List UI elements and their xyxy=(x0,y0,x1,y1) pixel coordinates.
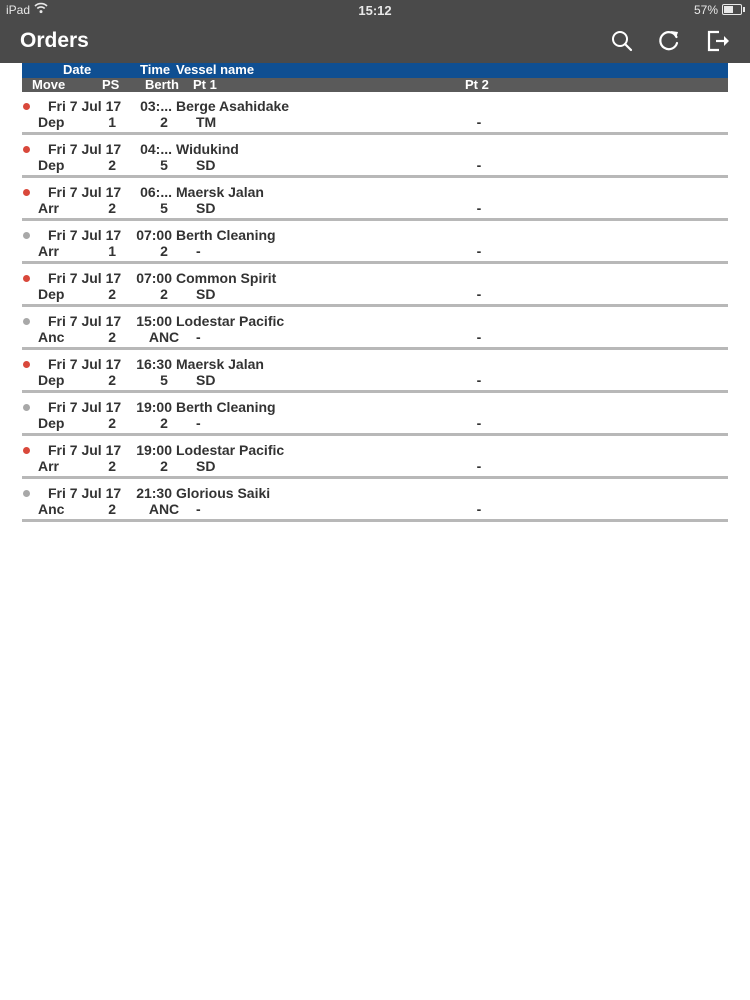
cell-berth: 2 xyxy=(160,458,168,474)
table-row[interactable] xyxy=(22,221,728,264)
cell-berth: 5 xyxy=(160,200,168,216)
cell-ps: 2 xyxy=(108,415,116,431)
cell-pt2: - xyxy=(476,329,482,345)
cell-berth: 2 xyxy=(160,243,168,259)
cell-move: Dep xyxy=(38,372,65,388)
status-dot-icon xyxy=(23,103,30,110)
cell-time: 04:... xyxy=(140,141,172,157)
cell-berth: 5 xyxy=(160,372,168,388)
table-row[interactable] xyxy=(22,479,728,522)
cell-move: Dep xyxy=(38,114,65,130)
cell-time: 07:00 xyxy=(136,227,172,243)
battery-icon xyxy=(722,4,742,15)
status-dot-icon xyxy=(23,318,30,325)
cell-date: Fri 7 Jul 17 xyxy=(48,313,122,329)
cell-ps: 2 xyxy=(108,458,116,474)
page-title: Orders xyxy=(20,29,89,52)
cell-pt2: - xyxy=(476,243,482,259)
cell-date: Fri 7 Jul 17 xyxy=(48,98,122,114)
cell-ps: 2 xyxy=(108,157,116,173)
status-dot-icon xyxy=(23,275,30,282)
cell-time: 07:00 xyxy=(136,270,172,286)
column-header-pt1: Pt 1 xyxy=(193,77,217,92)
cell-pt2: - xyxy=(476,286,482,302)
column-header-berth: Berth xyxy=(145,77,179,92)
cell-pt2: - xyxy=(476,372,482,388)
carrier-label: iPad xyxy=(6,3,31,17)
column-header-date: Date xyxy=(63,62,92,77)
cell-ps: 1 xyxy=(108,114,116,130)
status-dot-icon xyxy=(23,189,30,196)
cell-date: Fri 7 Jul 17 xyxy=(48,227,122,243)
cell-move: Dep xyxy=(38,415,65,431)
cell-pt2: - xyxy=(476,415,482,431)
status-time: 15:12 xyxy=(358,3,392,18)
cell-pt1: SD xyxy=(196,286,216,302)
cell-vessel-name: Maersk Jalan xyxy=(176,356,264,372)
table-header-primary xyxy=(22,63,728,78)
column-header-vessel: Vessel name xyxy=(176,62,255,77)
column-header-ps: PS xyxy=(102,77,120,92)
cell-time: 19:00 xyxy=(136,399,172,415)
cell-date: Fri 7 Jul 17 xyxy=(48,184,122,200)
cell-vessel-name: Glorious Saiki xyxy=(176,485,271,501)
column-header-move: Move xyxy=(32,77,66,92)
status-dot-icon xyxy=(23,447,30,454)
cell-berth: ANC xyxy=(148,501,180,517)
table-row[interactable] xyxy=(22,350,728,393)
cell-berth: 2 xyxy=(160,415,168,431)
cell-time: 21:30 xyxy=(136,485,172,501)
cell-pt1: SD xyxy=(196,157,216,173)
cell-vessel-name: Lodestar Pacific xyxy=(176,313,285,329)
cell-vessel-name: Widukind xyxy=(176,141,239,157)
refresh-icon[interactable] xyxy=(656,28,682,54)
status-dot-icon xyxy=(23,232,30,239)
table-body xyxy=(22,92,728,522)
table-row[interactable] xyxy=(22,307,728,350)
logout-icon[interactable] xyxy=(705,28,731,54)
status-dot-icon xyxy=(23,490,30,497)
cell-time: 15:00 xyxy=(136,313,172,329)
cell-pt1: - xyxy=(196,243,201,259)
cell-time: 16:30 xyxy=(136,356,172,372)
battery-percent: 57% xyxy=(693,3,718,17)
cell-time: 03:... xyxy=(140,98,172,114)
cell-ps: 1 xyxy=(108,243,116,259)
cell-move: Arr xyxy=(38,200,60,216)
cell-berth: ANC xyxy=(148,329,180,345)
cell-pt2: - xyxy=(476,114,482,130)
cell-date: Fri 7 Jul 17 xyxy=(48,356,122,372)
cell-ps: 2 xyxy=(108,329,116,345)
table-row[interactable] xyxy=(22,135,728,178)
cell-date: Fri 7 Jul 17 xyxy=(48,442,122,458)
cell-move: Dep xyxy=(38,157,65,173)
cell-vessel-name: Berth Cleaning xyxy=(176,227,276,243)
cell-date: Fri 7 Jul 17 xyxy=(48,141,122,157)
cell-ps: 2 xyxy=(108,200,116,216)
cell-date: Fri 7 Jul 17 xyxy=(48,399,122,415)
cell-pt1: SD xyxy=(196,200,216,216)
table-header-secondary xyxy=(22,78,728,92)
table-row[interactable] xyxy=(22,264,728,307)
status-dot-icon xyxy=(23,361,30,368)
status-dot-icon xyxy=(23,404,30,411)
table-row[interactable] xyxy=(22,178,728,221)
cell-move: Arr xyxy=(38,458,60,474)
cell-pt2: - xyxy=(476,458,482,474)
cell-pt2: - xyxy=(476,157,482,173)
cell-move: Dep xyxy=(38,286,65,302)
table-row[interactable] xyxy=(22,393,728,436)
cell-pt2: - xyxy=(476,200,482,216)
cell-berth: 2 xyxy=(160,114,168,130)
cell-berth: 5 xyxy=(160,157,168,173)
column-header-time: Time xyxy=(140,62,171,77)
orders-table xyxy=(22,63,728,522)
cell-date: Fri 7 Jul 17 xyxy=(48,270,122,286)
cell-pt1: - xyxy=(196,415,201,431)
cell-pt1: TM xyxy=(196,114,217,130)
table-row[interactable] xyxy=(22,92,728,135)
cell-move: Anc xyxy=(38,501,65,517)
cell-pt1: SD xyxy=(196,458,216,474)
cell-ps: 2 xyxy=(108,286,116,302)
cell-time: 06:... xyxy=(140,184,172,200)
cell-vessel-name: Maersk Jalan xyxy=(176,184,264,200)
cell-time: 19:00 xyxy=(136,442,172,458)
cell-pt1: - xyxy=(196,329,201,345)
cell-pt1: - xyxy=(196,501,201,517)
cell-ps: 2 xyxy=(108,501,116,517)
status-dot-icon xyxy=(23,146,30,153)
top-bar xyxy=(0,0,750,63)
cell-date: Fri 7 Jul 17 xyxy=(48,485,122,501)
cell-vessel-name: Common Spirit xyxy=(176,270,277,286)
cell-berth: 2 xyxy=(160,286,168,302)
cell-move: Anc xyxy=(38,329,65,345)
cell-vessel-name: Berth Cleaning xyxy=(176,399,276,415)
cell-pt2: - xyxy=(476,501,482,517)
cell-move: Arr xyxy=(38,243,60,259)
cell-ps: 2 xyxy=(108,372,116,388)
cell-pt1: SD xyxy=(196,372,216,388)
cell-vessel-name: Berge Asahidake xyxy=(176,98,290,114)
status-bar xyxy=(0,0,750,20)
column-header-pt2: Pt 2 xyxy=(465,77,489,92)
search-icon[interactable] xyxy=(609,28,635,54)
table-row[interactable] xyxy=(22,436,728,479)
cell-vessel-name: Lodestar Pacific xyxy=(176,442,285,458)
